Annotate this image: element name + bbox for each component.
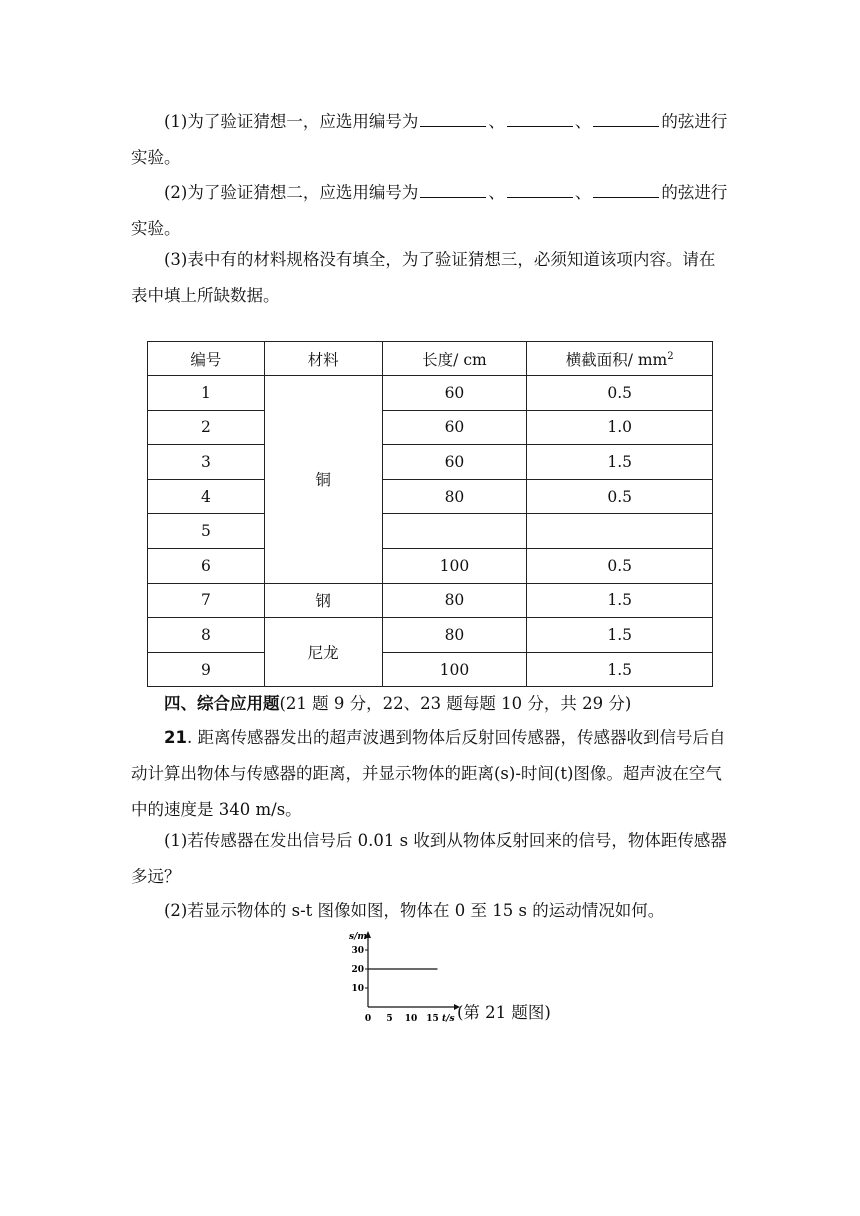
y-tick-label: 10 xyxy=(351,984,364,994)
table-header-row xyxy=(148,342,713,376)
cell-length: 100 xyxy=(382,548,527,583)
cell-number: 2 xyxy=(148,410,265,445)
q2-text: (2)为了验证猜想二，应选用编号为 xyxy=(164,183,419,202)
separator: 、 xyxy=(574,183,592,202)
table-row xyxy=(148,410,713,445)
cell-area-blank[interactable] xyxy=(527,514,713,549)
table-row xyxy=(148,652,713,687)
header-material: 材料 xyxy=(264,342,382,376)
header-length: 长度/ cm xyxy=(382,342,527,376)
table-row xyxy=(148,479,713,514)
separator: 、 xyxy=(574,112,592,131)
answer-blank[interactable] xyxy=(507,108,573,127)
cell-length: 100 xyxy=(382,652,527,687)
cell-area: 0.5 xyxy=(527,479,713,514)
x-tick-label: 5 xyxy=(386,1014,393,1024)
cell-area: 1.5 xyxy=(527,618,713,653)
header-number: 编号 xyxy=(148,342,265,376)
cell-number: 8 xyxy=(148,618,265,653)
table-row xyxy=(148,445,713,480)
answer-blank[interactable] xyxy=(593,179,659,198)
header-area-text: 横截面积/ mm xyxy=(565,350,668,369)
x-tick-label: 15 xyxy=(426,1014,439,1024)
string-spec-table xyxy=(147,341,713,687)
section-note: (21 题 9 分，22、23 题每题 10 分，共 29 分) xyxy=(279,694,632,713)
cell-length: 60 xyxy=(382,376,527,411)
question-21-part1: (1)若传感器在发出信号后 0.01 s 收到从物体反射回来的信号，物体距传感器多远？ xyxy=(131,831,727,886)
cell-length: 60 xyxy=(382,410,527,445)
table-row xyxy=(148,514,713,549)
q21-stem-text: . 距离传感器发出的超声波遇到物体后反射回传感器，传感器收到信号后自动计算出物体与传感器的距离，并显示物体的距离(s)-时间(t)图像。超声波在空气中的速度是 340 m/s。 xyxy=(131,728,726,819)
table-row xyxy=(148,548,713,583)
header-area xyxy=(527,342,713,376)
question-number: 21 xyxy=(164,728,187,747)
cell-length: 80 xyxy=(382,479,527,514)
cell-area: 1.5 xyxy=(527,652,713,687)
question-21-stem xyxy=(131,720,731,828)
cell-length: 80 xyxy=(382,618,527,653)
cell-material-copper: 铜 xyxy=(264,376,382,584)
cell-area: 1.0 xyxy=(527,410,713,445)
section-title: 四、综合应用题 xyxy=(164,694,280,713)
cell-length: 60 xyxy=(382,445,527,480)
x-axis-label: t/s xyxy=(442,1014,455,1024)
cell-area: 0.5 xyxy=(527,376,713,411)
x-tick-label: 0 xyxy=(364,1014,372,1024)
cell-number: 7 xyxy=(148,583,265,618)
q1-suffix: 的弦进行实验。 xyxy=(131,112,728,167)
cell-number: 1 xyxy=(148,376,265,411)
answer-blank[interactable] xyxy=(593,108,659,127)
cell-number: 4 xyxy=(148,479,265,514)
cell-material-steel: 钢 xyxy=(264,583,382,618)
cell-material-nylon: 尼龙 xyxy=(264,618,382,687)
figure-caption: (第 21 题图) xyxy=(457,1003,551,1022)
header-area-sup: 2 xyxy=(667,350,674,362)
x-tick-label: 10 xyxy=(404,1014,418,1024)
answer-blank[interactable] xyxy=(420,179,486,198)
question-1 xyxy=(131,104,731,176)
cell-length: 80 xyxy=(382,583,527,618)
y-tick-label: 30 xyxy=(351,946,364,956)
cell-area: 1.5 xyxy=(527,445,713,480)
y-axis-label: s/m xyxy=(349,932,367,942)
y-tick-label: 20 xyxy=(351,965,364,975)
question-21-part2: (2)若显示物体的 s-t 图像如图，物体在 0 至 15 s 的运动情况如何。 xyxy=(164,901,665,920)
answer-blank[interactable] xyxy=(507,179,573,198)
section-4-heading xyxy=(164,686,734,722)
q2-suffix: 的弦进行实验。 xyxy=(131,183,728,238)
cell-area: 0.5 xyxy=(527,548,713,583)
cell-number: 9 xyxy=(148,652,265,687)
answer-blank[interactable] xyxy=(420,108,486,127)
separator: 、 xyxy=(488,112,505,131)
cell-length-blank[interactable] xyxy=(382,514,527,549)
cell-number: 3 xyxy=(148,445,265,480)
cell-number: 5 xyxy=(148,514,265,549)
cell-area: 1.5 xyxy=(527,583,713,618)
q1-text: (1)为了验证猜想一，应选用编号为 xyxy=(164,112,419,131)
cell-number: 6 xyxy=(148,548,265,583)
separator: 、 xyxy=(488,183,505,202)
table-row xyxy=(148,376,713,411)
table-row xyxy=(148,583,713,618)
table-row xyxy=(148,618,713,653)
question-2 xyxy=(131,175,731,247)
question-3: (3)表中有的材料规格没有填全，为了验证猜想三，必须知道该项内容。请在表中填上所缺数据。 xyxy=(131,250,716,305)
